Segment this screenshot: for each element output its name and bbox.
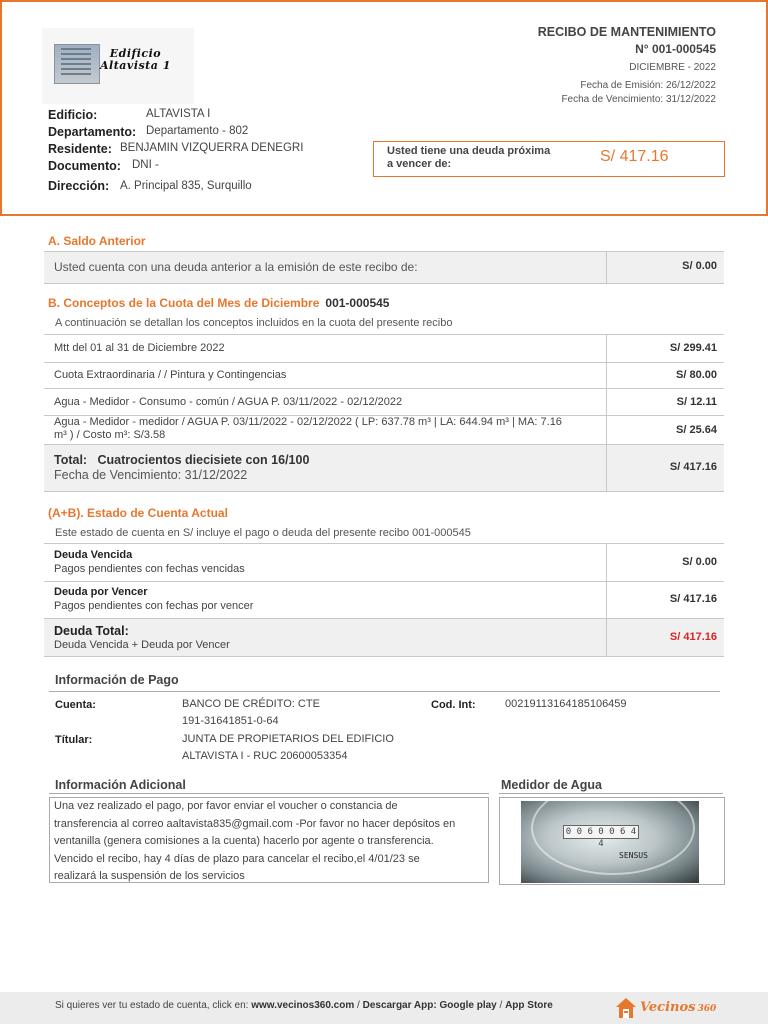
- field-value-apartment: Departamento - 802: [146, 125, 249, 137]
- app-store-link[interactable]: App Store: [505, 1000, 553, 1011]
- section-b-note: A continuación se detallan los conceptos incluidos en la cuota del presente recibo: [55, 317, 453, 329]
- section-a-title: A. Saldo Anterior: [48, 234, 146, 248]
- concept-text: Mtt del 01 al 31 de Diciembre 2022: [54, 342, 225, 354]
- water-meter-photo: [521, 801, 699, 883]
- concept-text: Cuota Extraordinaria / / Pintura y Contingencias: [54, 369, 287, 381]
- concept-row: [44, 389, 724, 416]
- footer-separator: /: [357, 1000, 360, 1011]
- concept-amount: S/ 25.64: [676, 424, 717, 436]
- receipt-title: RECIBO DE MANTENIMIENTO: [537, 25, 716, 39]
- concept-row: [44, 362, 724, 389]
- info-line: Una vez realizado el pago, por favor enviar el voucher o constancia de: [54, 800, 398, 812]
- column-divider: [606, 252, 607, 283]
- column-divider: [606, 544, 607, 581]
- concept-row: [44, 416, 724, 445]
- additional-info-title: Información Adicional: [55, 778, 186, 792]
- account-status-amount: S/ 417.16: [669, 593, 717, 605]
- column-divider: [606, 416, 607, 444]
- water-meter-title: Medidor de Agua: [501, 778, 602, 792]
- download-app-label: Descargar App:: [362, 1000, 437, 1011]
- account-label: Cuenta:: [55, 699, 96, 711]
- field-label-address: Dirección:: [48, 179, 110, 193]
- field-label-building: Edificio:: [48, 108, 98, 122]
- previous-balance-text: Usted cuenta con una deuda anterior a la emisión de este recibo de:: [54, 260, 418, 274]
- concepts-total-label: Total: Cuatrocientos diecisiete con 16/100: [54, 453, 310, 467]
- account-status-row: [44, 581, 724, 619]
- field-value-resident: BENJAMIN VIZQUERRA DENEGRI: [120, 142, 304, 154]
- holder-label: Títular:: [55, 734, 93, 746]
- concept-row: [44, 334, 724, 363]
- footer-intro: Si quieres ver tu estado de cuenta, click en:: [55, 1000, 249, 1011]
- concept-text: Agua - Medidor - Consumo - común / AGUA P. 03/11/2022 - 02/12/2022: [54, 396, 403, 408]
- section-ab-note: Este estado de cuenta en S/ incluye el pago o deuda del presente recibo 001-000545: [55, 527, 471, 539]
- payment-divider: [49, 691, 720, 692]
- footer-text: [55, 1000, 553, 1011]
- previous-balance-row: [44, 251, 724, 284]
- section-b-title: B. Conceptos de la Cuota del Mes de Diciembre 001-000545: [48, 296, 390, 310]
- concept-amount: S/ 299.41: [669, 342, 717, 354]
- account-status-row: [44, 543, 724, 582]
- total-debt-title: Deuda Total:: [54, 624, 129, 638]
- upcoming-debt-box: [373, 141, 725, 177]
- upcoming-debt-label: Usted tiene una deuda próxima a vencer de:: [387, 145, 551, 170]
- column-divider: [606, 335, 607, 362]
- footer-separator: /: [499, 1000, 503, 1011]
- concepts-total-due: Fecha de Vencimiento: 31/12/2022: [54, 468, 248, 482]
- field-value-document: DNI -: [132, 159, 159, 171]
- website-link[interactable]: www.vecinos360.com: [251, 1000, 355, 1011]
- concept-amount: S/ 12.11: [676, 396, 717, 408]
- info-line: realizará la suspensión de los servicios: [54, 870, 245, 882]
- previous-balance-amount: S/ 0.00: [682, 260, 717, 272]
- brand-name: Vecinos 360: [640, 1000, 717, 1015]
- concepts-total-amount: S/ 417.16: [669, 461, 717, 473]
- meter-divider: [499, 793, 723, 794]
- meter-display: 0 0 6 0 0 6 4 4: [563, 825, 639, 839]
- account-value: BANCO DE CRÉDITO: CTE 191-31641851-0-64: [182, 698, 320, 727]
- payment-info-title: Información de Pago: [55, 673, 179, 687]
- holder-value: JUNTA DE PROPIETARIOS DEL EDIFICIO ALTAVISTA I - RUC 20600053354: [182, 733, 394, 762]
- water-meter-box: [499, 797, 725, 885]
- upcoming-debt-amount: S/ 417.16: [600, 148, 669, 165]
- additional-info-box: [49, 797, 489, 883]
- column-divider: [606, 581, 607, 618]
- total-debt-sub: Deuda Vencida + Deuda por Vencer: [54, 639, 230, 651]
- field-label-apartment: Departamento:: [48, 125, 137, 139]
- account-status-amount: S/ 0.00: [682, 556, 717, 568]
- field-label-document: Documento:: [48, 159, 121, 173]
- receipt-period: DICIEMBRE - 2022: [629, 62, 716, 73]
- column-divider: [606, 445, 607, 491]
- field-label-resident: Residente:: [48, 142, 112, 156]
- concept-amount: S/ 80.00: [676, 369, 717, 381]
- section-b-number: 001-000545: [325, 296, 390, 310]
- receipt-number: N° 001-000545: [635, 42, 716, 56]
- concepts-total-row: [44, 445, 724, 492]
- field-value-building: ALTAVISTA I: [146, 108, 211, 120]
- footer-bar: [0, 992, 768, 1024]
- concept-text: Agua - Medidor - medidor / AGUA P. 03/11/2022 - 02/12/2022 ( LP: 637.78 m³ | LA: 644.94 m³ | MA: 7.16 m³ ) / Costo m³: S/3.58: [54, 416, 562, 441]
- account-status-title: Deuda por Vencer: [54, 586, 148, 598]
- google-play-link[interactable]: Google play: [439, 1000, 497, 1011]
- field-value-address: A. Principal 835, Surquillo: [120, 180, 252, 192]
- info-line: Vencido el recibo, hay 4 días de plazo para cancelar el recibo,el 4/01/23 se: [54, 852, 420, 865]
- building-icon: [54, 44, 100, 84]
- total-debt-row: [44, 619, 724, 657]
- additional-divider: [49, 793, 489, 794]
- account-status-sub: Pagos pendientes con fechas vencidas: [54, 563, 245, 575]
- house-icon: [615, 997, 637, 1019]
- column-divider: [606, 389, 607, 415]
- column-divider: [606, 619, 607, 656]
- logo-text: Edificio Altavista 1: [100, 47, 171, 72]
- code-label: Cod. Int:: [431, 699, 476, 711]
- info-line: ventanilla (genera comisiones a la cuenta) hacerlo por agente o transferencia.: [54, 835, 434, 847]
- code-value: 00219113164185106459: [505, 698, 627, 710]
- building-logo: [42, 28, 194, 104]
- total-debt-amount: S/ 417.16: [669, 631, 717, 643]
- account-status-sub: Pagos pendientes con fechas por vencer: [54, 600, 254, 612]
- account-status-title: Deuda Vencida: [54, 549, 133, 561]
- section-ab-title: (A+B). Estado de Cuenta Actual: [48, 506, 228, 520]
- column-divider: [606, 362, 607, 388]
- due-date: Fecha de Vencimiento: 31/12/2022: [561, 94, 716, 105]
- issue-date: Fecha de Emisión: 26/12/2022: [580, 80, 716, 91]
- info-line: transferencia al correo aaltavista835@gmail.com -Por favor no hacer depósitos en: [54, 817, 456, 830]
- meter-brand-label: SENSUS: [619, 851, 648, 860]
